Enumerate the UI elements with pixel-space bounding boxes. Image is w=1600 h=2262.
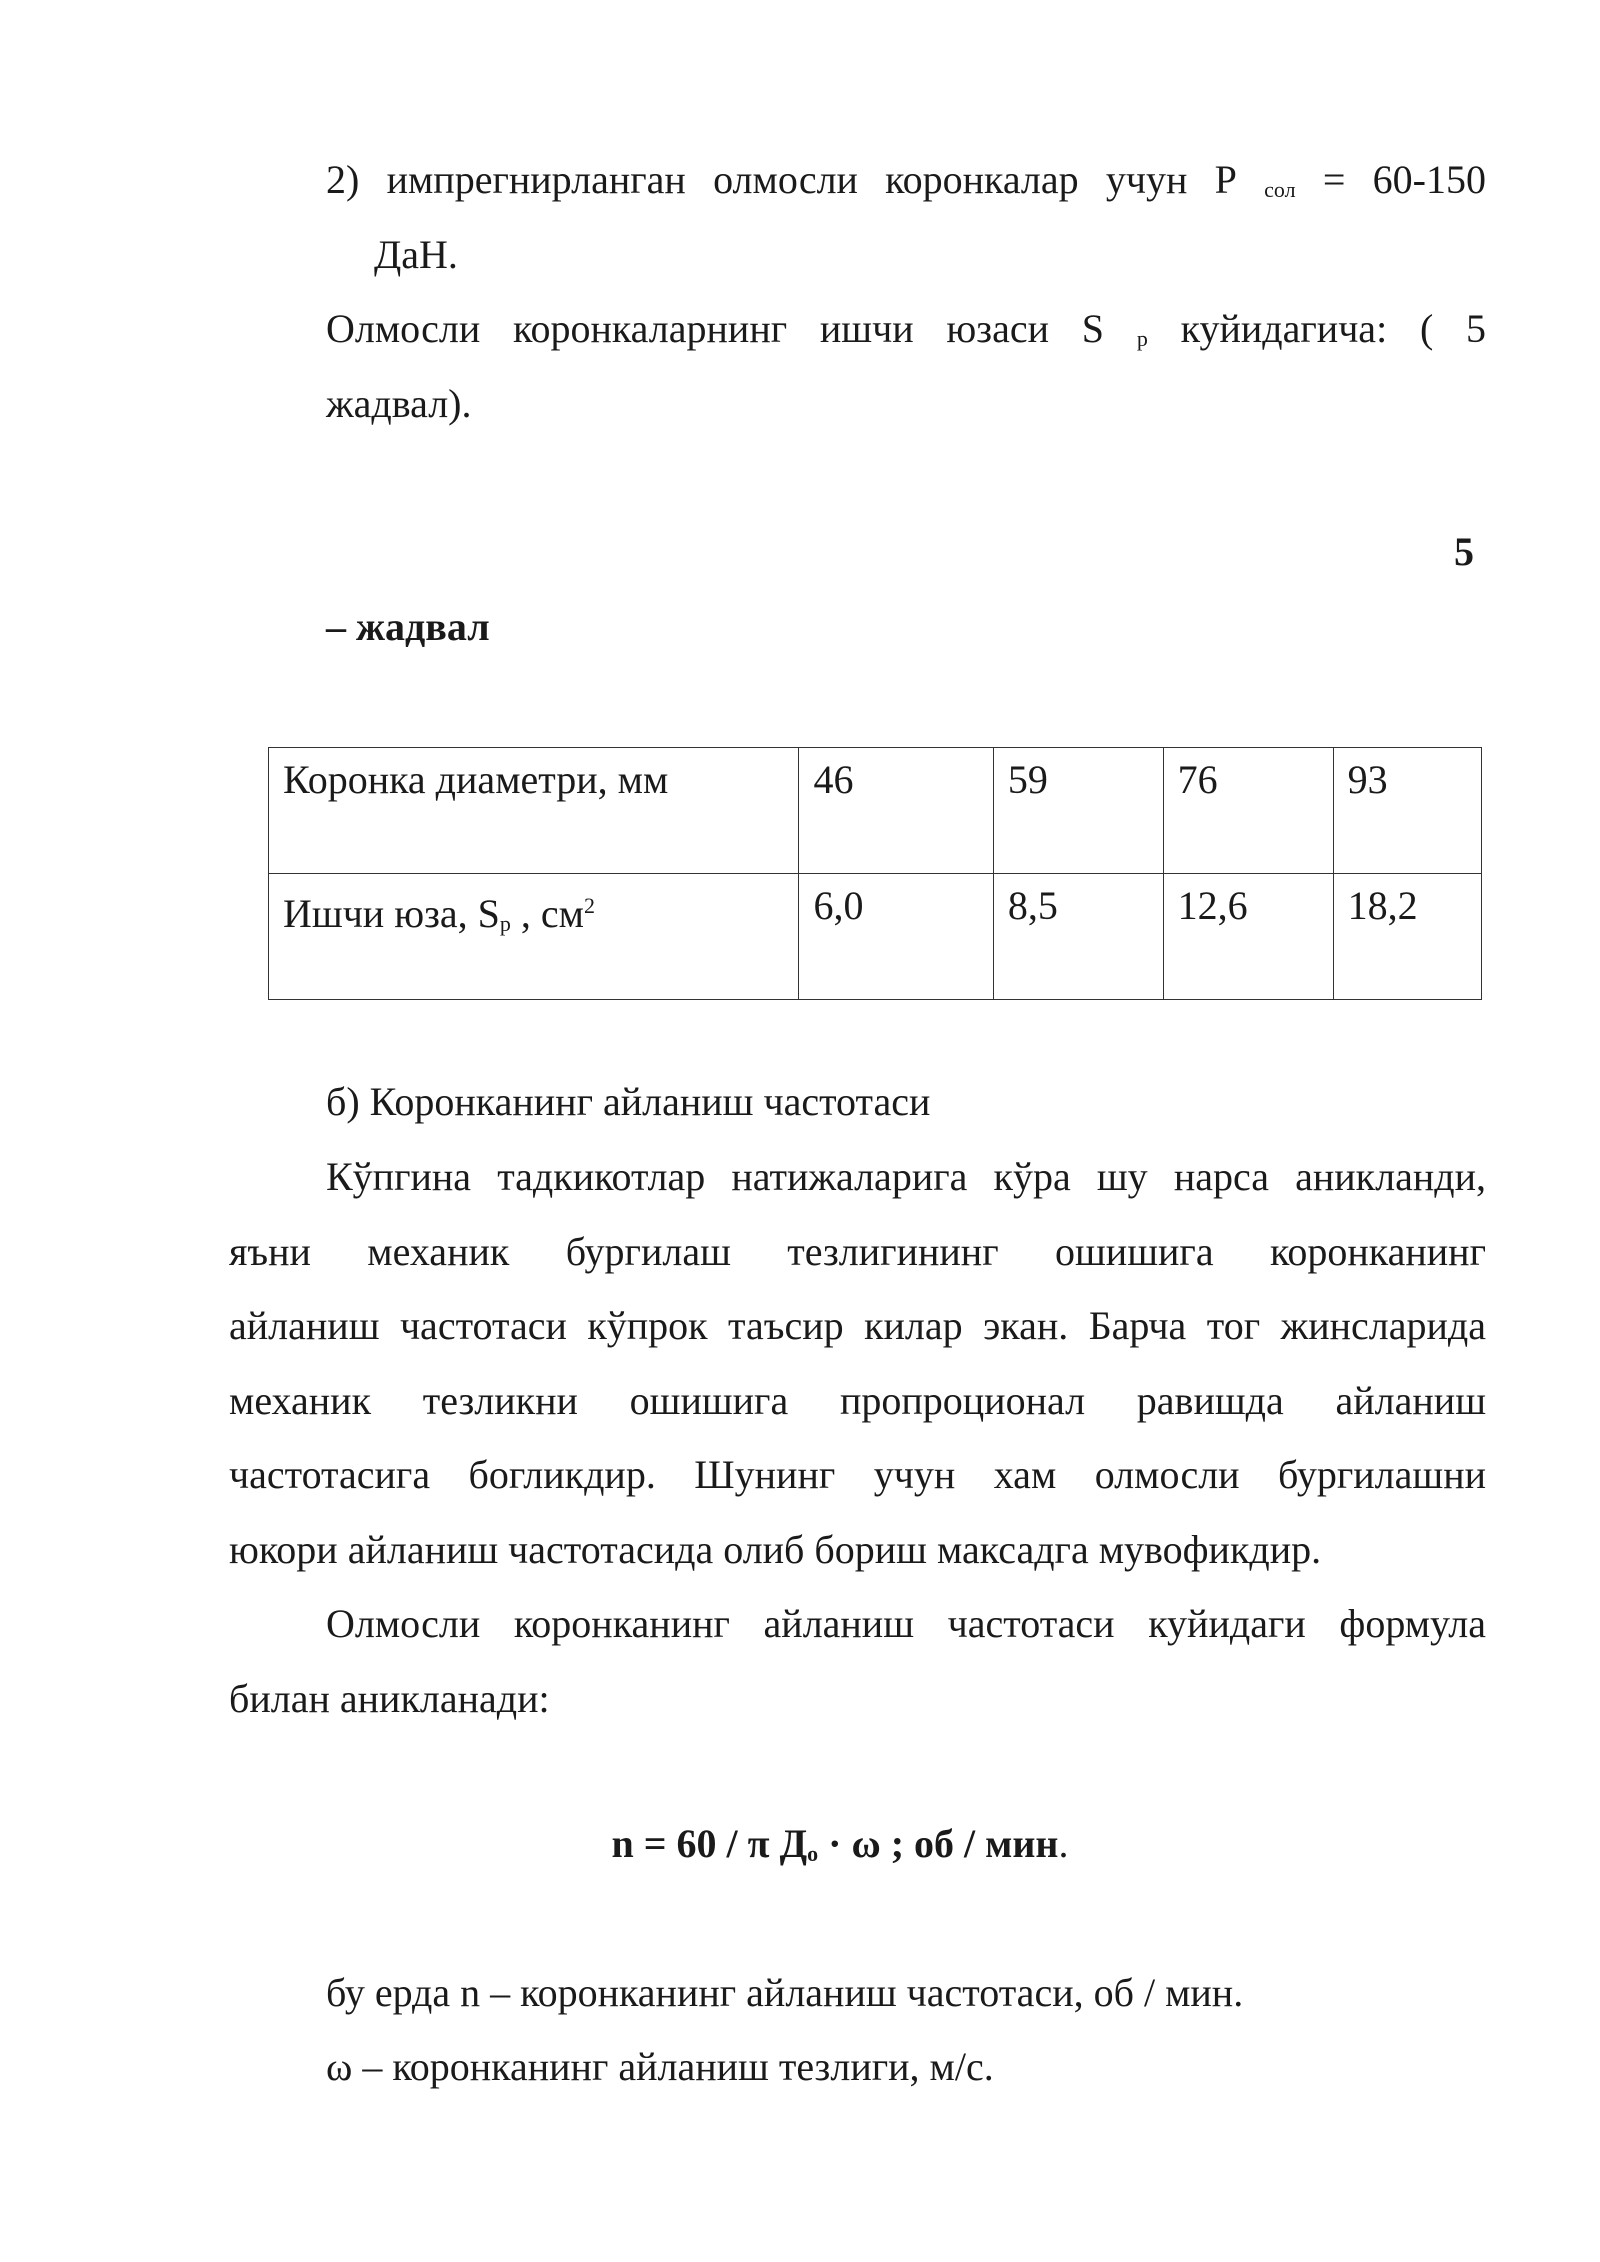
table-cell: 18,2: [1333, 874, 1481, 1000]
table-cell-label: Коронка диаметри, мм: [269, 748, 799, 874]
table-caption-number: 5: [1454, 529, 1474, 574]
definition-n: бу ерда n – коронканинг айланиш частотаси, об / мин.: [326, 1970, 1244, 2015]
item-2-line: [326, 156, 1486, 214]
surface-line-1: [326, 305, 1486, 363]
paragraph-line: айланиш частотаси кўпрок таъсир килар экан. Барча тог жинсларида: [229, 1303, 1486, 1348]
force-symbol: Р сол: [1214, 157, 1296, 202]
table-caption-label: – жадвал: [326, 604, 490, 649]
table-cell: 12,6: [1163, 874, 1333, 1000]
paragraph-line: билан аникланади:: [229, 1676, 550, 1721]
table-cell: 59: [993, 748, 1163, 874]
definition-omega: ω – коронканинг айланиш тезлиги, м/с.: [326, 2044, 994, 2089]
surface-tail: куйидагича: ( 5: [1180, 306, 1487, 351]
paragraph-line: яъни механик бургилаш тезлигининг ошишига коронканинг: [229, 1229, 1486, 1274]
item-2-unit: ДаН.: [374, 232, 458, 277]
surface-line-2: жадвал).: [326, 381, 472, 426]
item-2-value: = 60-150: [1322, 157, 1487, 202]
rotation-frequency-formula: n = 60 / π До · ω ; об / мин.: [611, 1821, 1069, 1866]
area-subscript: р: [499, 911, 511, 936]
table-cell: 6,0: [799, 874, 993, 1000]
force-subscript: сол: [1264, 177, 1296, 202]
paragraph-line: Олмосли коронканинг айланиш частотаси куйидаги формула: [326, 1601, 1486, 1646]
crown-data-table: [268, 747, 1482, 1000]
table-row: [269, 874, 1482, 1000]
table-cell: 46: [799, 748, 993, 874]
surface-subscript: р: [1136, 326, 1148, 351]
paragraph-line: юкори айланиш частотасида олиб бориш максадга мувофикдир.: [229, 1527, 1322, 1572]
paragraph-line: Кўпгина тадкикотлар натижаларига кўра шу нарса аникланди,: [326, 1154, 1486, 1199]
table-row: [269, 748, 1482, 874]
paragraph-line: механик тезликни ошишига пропроционал равишда айланиш: [229, 1378, 1486, 1423]
paragraph-line: частотасига богликдир. Шунинг учун хам олмосли бургилашни: [229, 1452, 1486, 1497]
table-cell: 93: [1333, 748, 1481, 874]
surface-symbol: S р: [1081, 306, 1148, 351]
area-superscript: 2: [583, 893, 595, 918]
section-b-heading: б) Коронканинг айланиш частотаси: [326, 1079, 931, 1124]
surface-text: Олмосли коронкаларнинг ишчи юзаси: [326, 306, 1049, 351]
table-cell: 8,5: [993, 874, 1163, 1000]
formula-subscript: о: [807, 1841, 819, 1866]
item-2-text: 2) импрегнирланган олмосли коронкалар учун: [326, 157, 1188, 202]
table-cell: 76: [1163, 748, 1333, 874]
table-cell-label: Ишчи юза, Sр , $см^2$: [269, 874, 799, 1000]
